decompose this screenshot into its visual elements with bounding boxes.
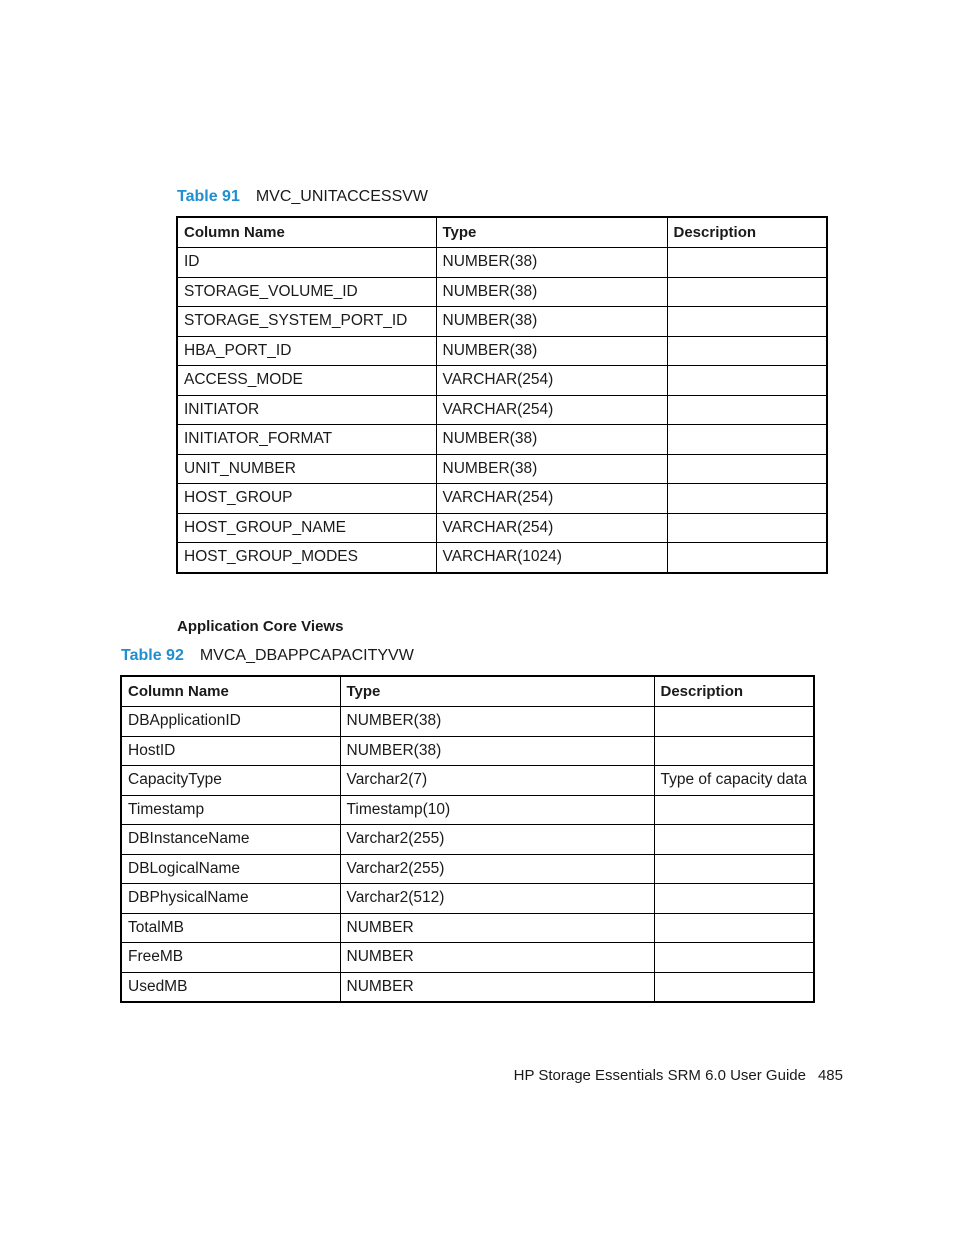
table-cell [654, 707, 814, 737]
table-cell [654, 854, 814, 884]
table-cell [654, 972, 814, 1002]
table-cell: INITIATOR_FORMAT [177, 425, 436, 455]
table-cell: STORAGE_SYSTEM_PORT_ID [177, 307, 436, 337]
table-cell: NUMBER [340, 913, 654, 943]
table-92-caption [121, 646, 414, 666]
table-cell: Timestamp [121, 795, 340, 825]
table-cell: INITIATOR [177, 395, 436, 425]
table-row [177, 513, 827, 543]
section-heading: Application Core Views [177, 618, 344, 635]
table-91-label: Table 91 [177, 188, 240, 205]
table-cell: UNIT_NUMBER [177, 454, 436, 484]
table-cell: Varchar2(255) [340, 854, 654, 884]
table-row [121, 766, 814, 796]
table-cell [667, 248, 827, 278]
table-cell: NUMBER(38) [436, 425, 667, 455]
table-91 [176, 216, 828, 574]
table-cell [667, 277, 827, 307]
table-row [121, 972, 814, 1002]
table-cell [667, 513, 827, 543]
guide-title: HP Storage Essentials SRM 6.0 User Guide [513, 1067, 806, 1084]
table-cell: NUMBER(38) [436, 336, 667, 366]
table-92-title: MVCA_DBAPPCAPACITYVW [199, 647, 414, 664]
column-header: Description [667, 217, 827, 248]
table-header-row [177, 217, 827, 248]
column-header: Type [436, 217, 667, 248]
table-cell: DBApplicationID [121, 707, 340, 737]
table-cell [667, 484, 827, 514]
table-row [177, 395, 827, 425]
table-cell: HostID [121, 736, 340, 766]
table-cell: HOST_GROUP_NAME [177, 513, 436, 543]
table-cell: Varchar2(512) [340, 884, 654, 914]
table-cell: Varchar2(7) [340, 766, 654, 796]
column-header: Description [654, 676, 814, 707]
table-cell: DBPhysicalName [121, 884, 340, 914]
table-cell: VARCHAR(254) [436, 484, 667, 514]
table-cell: VARCHAR(254) [436, 395, 667, 425]
page-number: 485 [817, 1067, 843, 1084]
table-92-label: Table 92 [121, 647, 184, 664]
table-cell [654, 825, 814, 855]
table-cell: NUMBER [340, 943, 654, 973]
table-row [177, 366, 827, 396]
table-row [121, 707, 814, 737]
table-cell: NUMBER(38) [436, 307, 667, 337]
page-footer [514, 1067, 843, 1084]
table-92 [120, 675, 815, 1003]
table-91-caption [177, 187, 428, 207]
table-row [121, 854, 814, 884]
table-cell: ID [177, 248, 436, 278]
table-cell [654, 795, 814, 825]
table-cell: HBA_PORT_ID [177, 336, 436, 366]
table-cell [667, 425, 827, 455]
table-cell: NUMBER(38) [340, 707, 654, 737]
table-cell [667, 366, 827, 396]
table-row [177, 307, 827, 337]
table-row [121, 825, 814, 855]
table-cell [667, 395, 827, 425]
table-91-title: MVC_UNITACCESSVW [255, 188, 429, 205]
table-row [177, 484, 827, 514]
table-row [121, 943, 814, 973]
table-cell [654, 884, 814, 914]
table-cell [667, 543, 827, 573]
table-cell: ACCESS_MODE [177, 366, 436, 396]
table-row [177, 543, 827, 573]
table-cell: NUMBER(38) [340, 736, 654, 766]
table-cell: DBInstanceName [121, 825, 340, 855]
column-header: Column Name [177, 217, 436, 248]
table-row [177, 425, 827, 455]
table-cell: NUMBER(38) [436, 454, 667, 484]
table-cell: TotalMB [121, 913, 340, 943]
table-cell: Varchar2(255) [340, 825, 654, 855]
table-row [177, 454, 827, 484]
table-cell [667, 336, 827, 366]
table-cell: STORAGE_VOLUME_ID [177, 277, 436, 307]
table-cell: Type of capacity data [654, 766, 814, 796]
table-row [121, 736, 814, 766]
table-cell: NUMBER(38) [436, 248, 667, 278]
table-cell: Timestamp(10) [340, 795, 654, 825]
table-cell [654, 943, 814, 973]
table-cell [654, 913, 814, 943]
table-cell [667, 307, 827, 337]
table-cell: DBLogicalName [121, 854, 340, 884]
table-cell [654, 736, 814, 766]
table-cell: VARCHAR(1024) [436, 543, 667, 573]
table-cell: UsedMB [121, 972, 340, 1002]
table-cell: FreeMB [121, 943, 340, 973]
table-row [177, 277, 827, 307]
table-row [177, 336, 827, 366]
table-cell: VARCHAR(254) [436, 513, 667, 543]
table-row [177, 248, 827, 278]
table-cell: HOST_GROUP [177, 484, 436, 514]
column-header: Column Name [121, 676, 340, 707]
column-header: Type [340, 676, 654, 707]
table-cell: NUMBER [340, 972, 654, 1002]
table-header-row [121, 676, 814, 707]
table-cell: NUMBER(38) [436, 277, 667, 307]
table-cell: VARCHAR(254) [436, 366, 667, 396]
table-row [121, 884, 814, 914]
table-cell [667, 454, 827, 484]
table-cell: HOST_GROUP_MODES [177, 543, 436, 573]
table-row [121, 795, 814, 825]
table-row [121, 913, 814, 943]
table-cell: CapacityType [121, 766, 340, 796]
